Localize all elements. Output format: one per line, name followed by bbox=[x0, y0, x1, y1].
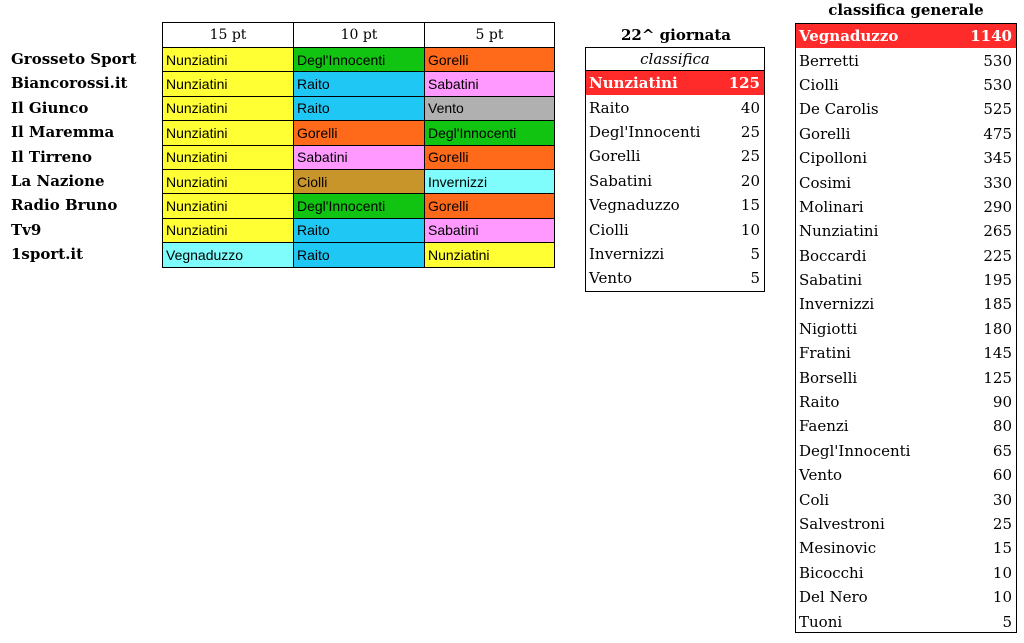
outlet-name: Tv9 bbox=[11, 220, 42, 239]
player-name: Raito bbox=[799, 393, 840, 412]
standings-row bbox=[586, 217, 764, 241]
player-name: Ciolli bbox=[589, 220, 629, 239]
player-points: 5 bbox=[750, 269, 760, 288]
round-standings bbox=[585, 47, 765, 292]
player-points: 125 bbox=[983, 368, 1012, 387]
player-points: 475 bbox=[983, 124, 1012, 143]
vote-cell: Gorelli bbox=[425, 48, 555, 72]
vote-cell: Vegnaduzzo bbox=[163, 243, 294, 267]
standings-row bbox=[796, 73, 1016, 97]
player-points: 90 bbox=[992, 393, 1012, 412]
standings-row bbox=[796, 414, 1016, 438]
player-name: Nunziatini bbox=[799, 222, 879, 241]
standings-row bbox=[796, 170, 1016, 194]
vote-cell: Sabatini bbox=[425, 218, 555, 242]
player-name: Cipolloni bbox=[799, 149, 867, 168]
player-points: 10 bbox=[992, 588, 1012, 607]
player-points: 40 bbox=[740, 98, 760, 117]
vote-cell: Gorelli bbox=[425, 145, 555, 169]
player-name: Gorelli bbox=[799, 124, 851, 143]
player-points: 30 bbox=[992, 490, 1012, 509]
player-name: Gorelli bbox=[589, 147, 641, 166]
player-name: Invernizzi bbox=[589, 244, 665, 263]
player-name: Faenzi bbox=[799, 417, 849, 436]
player-name: Cosimi bbox=[799, 173, 852, 192]
votes-row bbox=[163, 96, 555, 120]
player-points: 1140 bbox=[970, 27, 1012, 46]
player-points: 225 bbox=[983, 246, 1012, 265]
standings-row bbox=[796, 609, 1016, 633]
standings-row bbox=[796, 487, 1016, 511]
player-points: 530 bbox=[983, 51, 1012, 70]
standings-row bbox=[796, 317, 1016, 341]
player-name: Invernizzi bbox=[799, 295, 875, 314]
standings-row bbox=[586, 120, 764, 144]
player-name: Salvestroni bbox=[799, 515, 885, 533]
player-name: Boccardi bbox=[799, 246, 867, 265]
votes-row bbox=[163, 218, 555, 242]
vote-cell: Nunziatini bbox=[163, 96, 294, 120]
player-points: 10 bbox=[992, 563, 1012, 582]
standings-row bbox=[586, 242, 764, 266]
player-points: 5 bbox=[750, 244, 760, 263]
round-subtitle: classifica bbox=[586, 48, 764, 71]
player-name: Borselli bbox=[799, 368, 858, 387]
player-name: Bicocchi bbox=[799, 563, 864, 582]
outlet-list bbox=[11, 47, 136, 267]
outlet-name: Il Tirreno bbox=[11, 147, 93, 166]
player-points: 145 bbox=[983, 344, 1012, 363]
votes-header-row bbox=[163, 23, 555, 48]
standings-row bbox=[586, 144, 764, 168]
vote-cell: Nunziatini bbox=[163, 194, 294, 218]
standings-row bbox=[586, 193, 764, 217]
votes-row bbox=[163, 169, 555, 193]
standings-row bbox=[796, 585, 1016, 609]
player-name: Nunziatini bbox=[589, 74, 678, 93]
vote-cell: Invernizzi bbox=[425, 169, 555, 193]
vote-cell: Raito bbox=[294, 72, 425, 96]
votes-row bbox=[163, 48, 555, 72]
vote-cell: Nunziatini bbox=[163, 121, 294, 145]
votes-row bbox=[163, 145, 555, 169]
outlet-name: Il Giunco bbox=[11, 98, 89, 117]
header-5pt: 5 pt bbox=[425, 23, 555, 48]
player-name: Coli bbox=[799, 490, 830, 509]
vote-cell: Sabatini bbox=[425, 72, 555, 96]
player-name: Degl'Innocenti bbox=[589, 122, 701, 141]
player-points: 525 bbox=[983, 100, 1012, 119]
player-name: Ciolli bbox=[799, 75, 839, 94]
outlet-name: Biancorossi.it bbox=[11, 74, 128, 93]
vote-cell: Nunziatini bbox=[163, 169, 294, 193]
player-points: 10 bbox=[740, 220, 760, 239]
standings-row bbox=[796, 268, 1016, 292]
vote-cell: Raito bbox=[294, 96, 425, 120]
standings-row bbox=[796, 341, 1016, 365]
vote-cell: Vento bbox=[425, 96, 555, 120]
standings-row bbox=[796, 48, 1016, 72]
votes-row bbox=[163, 72, 555, 96]
player-points: 530 bbox=[983, 75, 1012, 94]
player-name: Nigiotti bbox=[799, 319, 858, 338]
outlet-name: Grosseto Sport bbox=[11, 50, 137, 68]
vote-cell: Nunziatini bbox=[163, 218, 294, 242]
round-title: 22^ giornata bbox=[620, 26, 732, 44]
vote-cell: Degl'Innocenti bbox=[294, 48, 425, 72]
vote-cell: Raito bbox=[294, 218, 425, 242]
player-name: De Carolis bbox=[799, 100, 879, 119]
player-name: Raito bbox=[589, 98, 630, 117]
player-points: 20 bbox=[740, 171, 760, 190]
player-points: 345 bbox=[983, 149, 1012, 168]
votes-row bbox=[163, 194, 555, 218]
outlet-name: 1sport.it bbox=[11, 245, 84, 264]
standings-row bbox=[586, 71, 764, 95]
player-points: 125 bbox=[728, 74, 760, 93]
player-points: 195 bbox=[983, 271, 1012, 290]
standings-row bbox=[796, 219, 1016, 243]
player-name: Degl'Innocenti bbox=[799, 441, 911, 460]
header-15pt: 15 pt bbox=[163, 23, 294, 48]
standings-row bbox=[796, 146, 1016, 170]
player-name: Molinari bbox=[799, 197, 864, 216]
vote-cell: Nunziatini bbox=[163, 72, 294, 96]
player-points: 25 bbox=[740, 122, 760, 141]
player-points: 15 bbox=[740, 196, 760, 215]
player-points: 25 bbox=[992, 515, 1012, 533]
outlet-name: Radio Bruno bbox=[11, 196, 118, 215]
vote-cell: Degl'Innocenti bbox=[425, 121, 555, 145]
standings-row bbox=[796, 365, 1016, 389]
player-name: Berretti bbox=[799, 51, 859, 70]
vote-cell: Nunziatini bbox=[163, 145, 294, 169]
votes-table bbox=[162, 22, 555, 268]
vote-cell: Raito bbox=[294, 243, 425, 267]
standings-row bbox=[586, 169, 764, 193]
standings-row bbox=[796, 390, 1016, 414]
standings-row bbox=[796, 439, 1016, 463]
player-name: Vegnaduzzo bbox=[799, 27, 899, 46]
standings-row bbox=[586, 266, 764, 290]
player-name: Vegnaduzzo bbox=[589, 196, 680, 215]
player-points: 80 bbox=[992, 417, 1012, 436]
votes-row bbox=[163, 243, 555, 267]
player-points: 60 bbox=[992, 466, 1012, 485]
standings-row bbox=[796, 195, 1016, 219]
outlet-name: Il Maremma bbox=[11, 123, 115, 142]
player-name: Del Nero bbox=[799, 588, 868, 607]
standings-row bbox=[796, 292, 1016, 316]
vote-cell: Degl'Innocenti bbox=[294, 194, 425, 218]
player-points: 185 bbox=[983, 295, 1012, 314]
player-points: 265 bbox=[983, 222, 1012, 241]
standings-row bbox=[796, 512, 1016, 536]
player-points: 65 bbox=[992, 441, 1012, 460]
player-points: 180 bbox=[983, 319, 1012, 338]
player-name: Fratini bbox=[799, 344, 851, 363]
overall-title: classifica generale bbox=[828, 1, 984, 19]
outlet-name: La Nazione bbox=[11, 171, 105, 190]
player-points: 5 bbox=[1002, 612, 1012, 631]
player-name: Sabatini bbox=[799, 271, 863, 290]
standings-row bbox=[796, 97, 1016, 121]
player-points: 290 bbox=[983, 197, 1012, 216]
vote-cell: Nunziatini bbox=[163, 48, 294, 72]
vote-cell: Nunziatini bbox=[425, 243, 555, 267]
standings-row bbox=[796, 463, 1016, 487]
player-name: Mesinovic bbox=[799, 539, 877, 558]
player-points: 15 bbox=[992, 539, 1012, 558]
player-name: Sabatini bbox=[589, 171, 653, 190]
vote-cell: Ciolli bbox=[294, 169, 425, 193]
standings-row bbox=[796, 536, 1016, 560]
standings-row bbox=[796, 122, 1016, 146]
standings-row bbox=[586, 95, 764, 119]
standings-row bbox=[796, 561, 1016, 585]
player-points: 330 bbox=[983, 173, 1012, 192]
vote-cell: Sabatini bbox=[294, 145, 425, 169]
player-name: Vento bbox=[799, 466, 843, 485]
standings-row bbox=[796, 244, 1016, 268]
standings-row bbox=[796, 24, 1016, 48]
header-10pt: 10 pt bbox=[294, 23, 425, 48]
votes-row bbox=[163, 121, 555, 145]
vote-cell: Gorelli bbox=[294, 121, 425, 145]
overall-standings bbox=[795, 23, 1017, 633]
vote-cell: Gorelli bbox=[425, 194, 555, 218]
player-points: 25 bbox=[740, 147, 760, 166]
player-name: Vento bbox=[589, 269, 633, 288]
player-name: Tuoni bbox=[799, 612, 843, 631]
